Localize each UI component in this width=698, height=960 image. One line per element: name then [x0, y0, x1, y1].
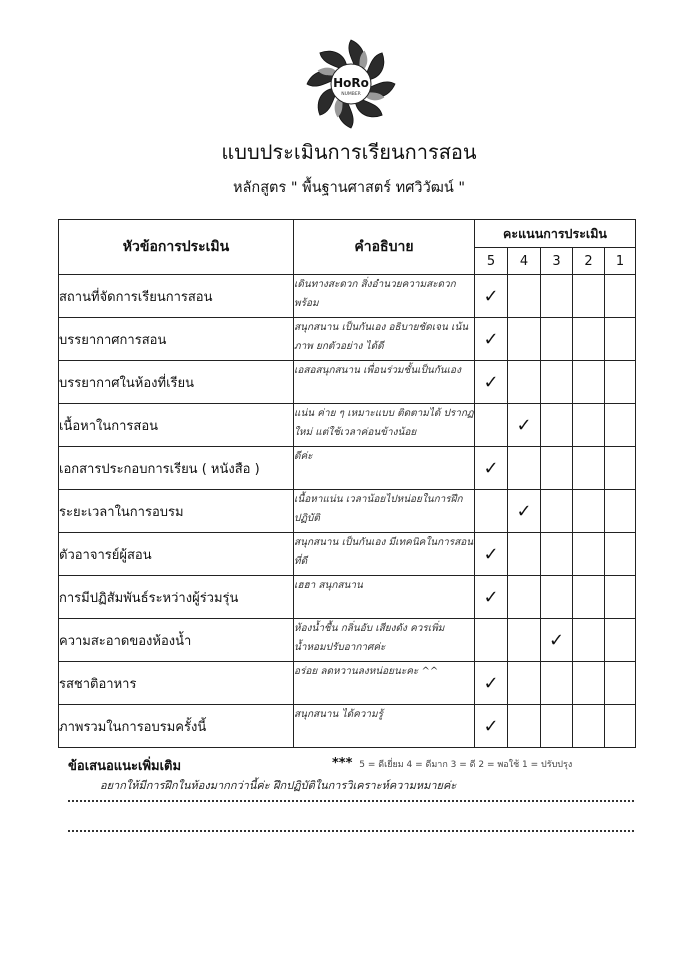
- row-topic: ระยะเวลาในการอบรม: [59, 490, 294, 533]
- score-cell-3: [541, 705, 573, 748]
- score-cell-1: [605, 705, 636, 748]
- header-score-5: 5: [475, 248, 508, 275]
- svg-text:NUMBER: NUMBER: [341, 92, 361, 97]
- score-cell-4: [508, 533, 541, 576]
- table-row: [59, 705, 636, 748]
- score-cell-4: [508, 662, 541, 705]
- score-cell-1: [605, 619, 636, 662]
- score-cell-4: [508, 404, 541, 447]
- check-mark-icon: ✓: [483, 543, 499, 565]
- score-cell-3: [541, 576, 573, 619]
- check-mark-icon: ✓: [483, 672, 499, 694]
- score-cell-2: [573, 533, 605, 576]
- score-cell-2: [573, 490, 605, 533]
- table-row: [59, 662, 636, 705]
- score-cell-3: [541, 404, 573, 447]
- legend-text: 5 = ดีเยี่ยม 4 = ดีมาก 3 = ดี 2 = พอใช้ 1 = ปรับปรุง: [359, 760, 573, 770]
- score-cell-1: [605, 533, 636, 576]
- score-cell-4: [508, 447, 541, 490]
- row-topic: บรรยากาศการสอน: [59, 318, 294, 361]
- check-mark-icon: ✓: [516, 500, 532, 522]
- evaluation-rows: [59, 275, 636, 748]
- check-mark-icon: ✓: [483, 285, 499, 307]
- score-cell-5: [475, 490, 508, 533]
- check-mark-icon: ✓: [548, 629, 565, 651]
- score-cell-5: [475, 275, 508, 318]
- table-row: [59, 576, 636, 619]
- table-row: [59, 275, 636, 318]
- score-cell-3: [541, 318, 573, 361]
- legend-stars: ***: [332, 756, 353, 771]
- score-cell-1: [605, 318, 636, 361]
- header-score-2: 2: [573, 248, 605, 275]
- score-cell-3: [541, 490, 573, 533]
- score-cell-1: [605, 361, 636, 404]
- score-cell-4: [508, 490, 541, 533]
- row-description: แน่น ค่าย ๆ เหมาะแบบ ติดตามได้ ปรากฏใหม่ แต่ใช้เวลาค่อนข้างน้อย: [294, 404, 475, 447]
- row-topic: ความสะอาดของห้องน้ำ: [59, 619, 294, 662]
- header-score-4: 4: [508, 248, 541, 275]
- score-cell-3: [541, 619, 573, 662]
- page-title: แบบประเมินการเรียนการสอน: [221, 140, 477, 164]
- score-cell-4: [508, 318, 541, 361]
- row-topic: การมีปฏิสัมพันธ์ระหว่างผู้ร่วมรุ่น: [59, 576, 294, 619]
- score-cell-1: [605, 447, 636, 490]
- table-row: [59, 533, 636, 576]
- row-topic: สถานที่จัดการเรียนการสอน: [59, 275, 294, 318]
- check-mark-icon: ✓: [483, 457, 499, 479]
- row-topic: ภาพรวมในการอบรมครั้งนี้: [59, 705, 294, 748]
- score-cell-1: [605, 404, 636, 447]
- row-topic: เอกสารประกอบการเรียน ( หนังสือ ): [59, 447, 294, 490]
- row-description: เอสอสนุกสนาน เพื่อนร่วมชั้นเป็นกันเอง: [294, 361, 475, 404]
- score-legend: [332, 756, 572, 771]
- table-row: [59, 490, 636, 533]
- score-cell-2: [573, 318, 605, 361]
- score-cell-2: [573, 275, 605, 318]
- score-cell-3: [541, 361, 573, 404]
- score-cell-2: [573, 361, 605, 404]
- check-mark-icon: ✓: [483, 328, 499, 350]
- table-row: [59, 361, 636, 404]
- score-cell-1: [605, 576, 636, 619]
- course-subtitle: หลักสูตร " พื้นฐานศาสตร์ ทศวิวัฒน์ ": [232, 180, 466, 196]
- row-description: อร่อย ลดหวานลงหน่อยนะคะ ^^: [294, 662, 475, 705]
- row-topic: รสชาติอาหาร: [59, 662, 294, 705]
- score-cell-5: [475, 576, 508, 619]
- score-cell-5: [475, 361, 508, 404]
- score-cell-5: [475, 533, 508, 576]
- header-topic: หัวข้อการประเมิน: [59, 220, 294, 275]
- svg-text:HoRo: HoRo: [333, 76, 369, 90]
- header-score-3: 3: [541, 248, 573, 275]
- table-row: [59, 404, 636, 447]
- check-mark-icon: ✓: [483, 715, 499, 737]
- score-cell-2: [573, 576, 605, 619]
- score-cell-2: [573, 662, 605, 705]
- score-cell-5: [475, 447, 508, 490]
- row-topic: บรรยากาศในห้องที่เรียน: [59, 361, 294, 404]
- header-score-1: 1: [605, 248, 636, 275]
- score-cell-4: [508, 275, 541, 318]
- row-topic: เนื้อหาในการสอน: [59, 404, 294, 447]
- score-cell-3: [541, 662, 573, 705]
- score-cell-1: [605, 662, 636, 705]
- row-description: สนุกสนาน เป็นกันเอง อธิบายชัดเจน เน้นภาพ ยกตัวอย่าง ได้ดี: [294, 318, 475, 361]
- suggestion-line-2: [68, 830, 634, 832]
- score-cell-5: [475, 705, 508, 748]
- score-cell-2: [573, 619, 605, 662]
- row-description: เฮฮา สนุกสนาน: [294, 576, 475, 619]
- score-cell-5: [475, 318, 508, 361]
- score-cell-4: [508, 576, 541, 619]
- row-description: เนื้อหาแน่น เวลาน้อยไปหน่อยในการฝึกปฏิบัติ: [294, 490, 475, 533]
- evaluation-table: [58, 219, 636, 748]
- score-cell-5: [475, 619, 508, 662]
- score-cell-5: [475, 404, 508, 447]
- row-description: เดินทางสะดวก สิ่งอำนวยความสะดวกพร้อม: [294, 275, 475, 318]
- suggestion-label: ข้อเสนอแนะเพิ่มเติม: [68, 759, 182, 774]
- score-cell-4: [508, 619, 541, 662]
- score-cell-2: [573, 447, 605, 490]
- header-description: คำอธิบาย: [294, 220, 475, 275]
- flower-logo-icon: [305, 38, 397, 130]
- score-cell-5: [475, 662, 508, 705]
- check-mark-icon: ✓: [516, 414, 532, 436]
- score-cell-3: [541, 533, 573, 576]
- suggestion-text: อยากให้มีการฝึกในห้องมากกว่านี้ค่ะ ฝึกปฏิบัติในการวิเคราะห์ความหมายค่ะ: [100, 779, 457, 792]
- row-description: ดีค่ะ: [294, 447, 475, 490]
- score-cell-3: [541, 447, 573, 490]
- score-cell-4: [508, 705, 541, 748]
- row-topic: ตัวอาจารย์ผู้สอน: [59, 533, 294, 576]
- score-cell-3: [541, 275, 573, 318]
- score-cell-1: [605, 275, 636, 318]
- check-mark-icon: ✓: [483, 586, 499, 608]
- row-description: สนุกสนาน เป็นกันเอง มีเทคนิคในการสอนที่ดี: [294, 533, 475, 576]
- check-mark-icon: ✓: [483, 371, 499, 393]
- score-cell-2: [573, 705, 605, 748]
- score-cell-2: [573, 404, 605, 447]
- header-score: คะแนนการประเมิน: [475, 220, 636, 248]
- row-description: ห้องน้ำชื้น กลิ่นอับ เสียงดัง ควรเพิ่มน้ำหอมปรับอากาศค่ะ: [294, 619, 475, 662]
- table-row: [59, 619, 636, 662]
- horo-logo: [305, 38, 397, 130]
- table-row: [59, 447, 636, 490]
- suggestion-line-1: [68, 800, 634, 802]
- score-cell-4: [508, 361, 541, 404]
- row-description: สนุกสนาน ได้ความรู้: [294, 705, 475, 748]
- table-row: [59, 318, 636, 361]
- score-cell-1: [605, 490, 636, 533]
